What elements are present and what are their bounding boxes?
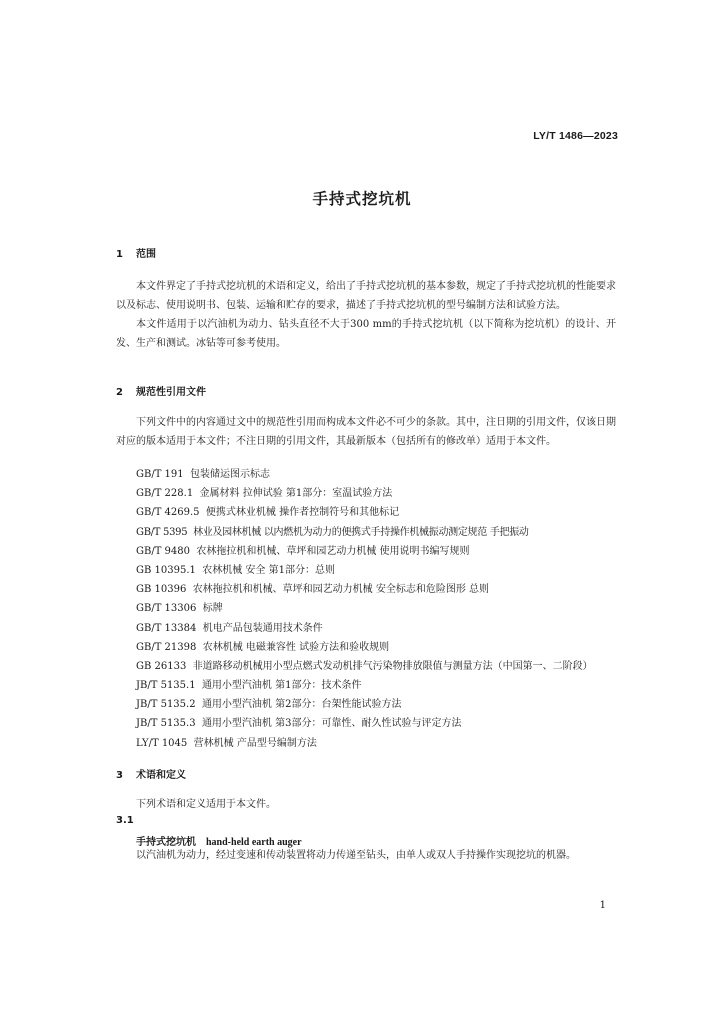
reference-title: 营林机械 产品型号编制方法 (193, 737, 317, 749)
section-1-paragraph: 本文件适用于以汽油机为动力、钻头直径不大于300 mm的手持式挖坑机（以下简称为挖坑机）的设计、开发、生产和测试。冰钻等可参考使用。 (116, 319, 616, 349)
reference-code: GB/T 228.1 (136, 488, 194, 500)
section-1-heading (116, 245, 156, 260)
reference-item (136, 619, 618, 638)
reference-item (136, 714, 618, 733)
document-title: 手持式挖坑机 (312, 190, 412, 208)
reference-code: LY/T 1045 (136, 737, 188, 749)
reference-title: 通用小型汽油机 第2部分：台架性能试验方法 (201, 699, 402, 711)
reference-code: GB 10395.1 (136, 564, 196, 576)
reference-item (136, 542, 618, 561)
section-1-paragraph: 本文件界定了手持式挖坑机的术语和定义，给出了手持式挖坑机的基本参数，规定了手持式挖坑机的性能要求以及标志、使用说明书、包装、运输和贮存的要求，描述了手持式挖坑机的型号编制方法和试验方法。 (116, 281, 616, 311)
reference-item (136, 599, 618, 618)
section-2-intro (116, 413, 616, 451)
term-name-en: hand-held earth auger (206, 837, 302, 848)
section-1-title: 范围 (136, 249, 156, 260)
section-3-title: 术语和定义 (136, 770, 186, 781)
reference-code: GB 10396 (136, 584, 187, 596)
reference-title: 金属材料 拉伸试验 第1部分：室温试验方法 (199, 488, 393, 500)
section-3-intro (116, 795, 616, 814)
reference-item (136, 734, 618, 753)
term-number: 3.1 (116, 815, 134, 826)
page-number: 1 (599, 900, 606, 911)
reference-title: 便携式林业机械 操作者控制符号和其他标记 (205, 507, 400, 519)
reference-code: GB 26133 (136, 660, 187, 672)
reference-item (136, 523, 618, 542)
reference-code: GB/T 191 (136, 469, 184, 480)
reference-title: 农林拖拉机和机械、草坪和园艺动力机械 使用说明书编写规则 (196, 545, 470, 557)
section-1-body (116, 277, 616, 353)
term-definition (116, 846, 616, 865)
reference-title: 农林拖拉机和机械、草坪和园艺动力机械 安全标志和危险图形 总则 (192, 584, 490, 596)
reference-item (116, 657, 618, 676)
reference-item (136, 484, 618, 503)
reference-item (136, 503, 618, 522)
section-3-heading (116, 766, 186, 781)
section-2-intro-text: 下列文件中的内容通过文中的规范性引用而构成本文件必不可少的条款。其中，注日期的引用文件，仅该日期对应的版本适用于本文件；不注日期的引用文件，其最新版本（包括所有的修改单）适用于本文件。 (116, 417, 616, 447)
reference-code: GB/T 13384 (136, 622, 197, 634)
reference-item (136, 676, 618, 695)
reference-item (136, 580, 618, 599)
section-2-number: 2 (116, 387, 123, 398)
term-name-cn: 手持式挖坑机 (136, 837, 196, 848)
reference-code: GB/T 13306 (136, 603, 197, 615)
section-3-number: 3 (116, 770, 123, 781)
reference-code: GB/T 4269.5 (136, 507, 200, 519)
reference-item (136, 561, 618, 580)
reference-title: 通用小型汽油机 第3部分：可靠性、耐久性试验与评定方法 (201, 718, 462, 730)
reference-title: 机电产品包装通用技术条件 (202, 622, 323, 634)
reference-item (136, 465, 618, 484)
reference-code: JB/T 5135.3 (136, 718, 196, 730)
reference-title: 林业及园林机械 以内燃机为动力的便携式手持操作机械振动测定规范 手把振动 (193, 526, 529, 538)
standard-code: LY/T 1486—2023 (533, 130, 618, 142)
reference-code: GB/T 5395 (136, 526, 188, 538)
section-1-number: 1 (116, 249, 123, 260)
section-2-title: 规范性引用文件 (136, 387, 206, 398)
reference-title: 通用小型汽油机 第1部分：技术条件 (201, 680, 362, 692)
reference-code: JB/T 5135.1 (136, 680, 196, 692)
section-2-heading (116, 383, 206, 398)
reference-item (136, 638, 618, 657)
reference-list (136, 465, 618, 753)
term-definition-text: 以汽油机为动力，经过变速和传动装置将动力传递至钻头，由单人或双人手持操作实现挖坑的机器。 (136, 850, 576, 861)
reference-code: GB/T 9480 (136, 545, 191, 557)
section-3-intro-text: 下列术语和定义适用于本文件。 (136, 799, 276, 810)
reference-title: 包装储运图示标志 (190, 469, 271, 480)
reference-title: 标牌 (202, 603, 223, 615)
reference-title: 农林机械 安全 第1部分：总则 (202, 564, 335, 576)
reference-title: 非道路移动机械用小型点燃式发动机排气污染物排放限值与测量方法（中国第一、二阶段） (192, 660, 593, 672)
reference-code: GB/T 21398 (136, 641, 197, 653)
reference-item (136, 695, 618, 714)
reference-title: 农林机械 电磁兼容性 试验方法和验收规则 (202, 641, 390, 653)
reference-code: JB/T 5135.2 (136, 699, 196, 711)
